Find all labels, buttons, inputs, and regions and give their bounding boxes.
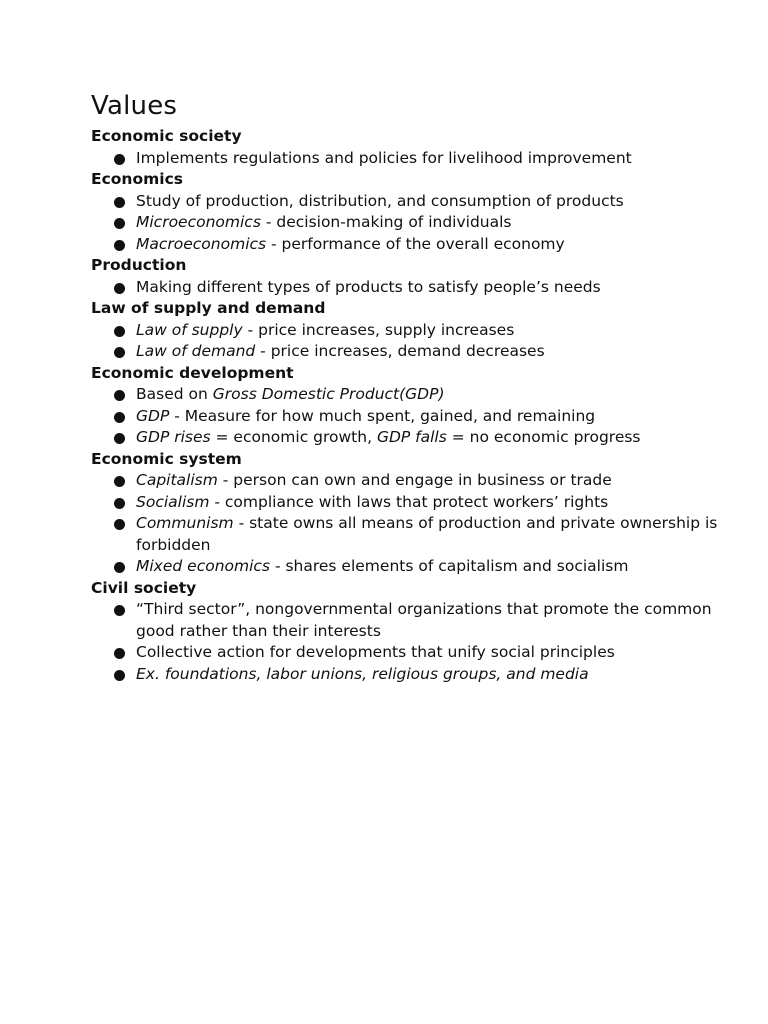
bullet-text: Based on	[136, 385, 213, 403]
bullet-icon	[114, 390, 125, 401]
bullet-text: - performance of the overall economy	[266, 234, 565, 253]
section-economic-society	[91, 126, 731, 169]
bullet-text: - state owns all means of production and private ownership is forbidden	[136, 514, 718, 554]
bullet-term: Mixed economics	[136, 557, 271, 575]
bullet-term: Macroeconomics	[136, 234, 267, 253]
bullet-icon	[114, 562, 125, 573]
section-heading: Economic society	[91, 127, 242, 145]
section-economic-development	[91, 363, 731, 449]
section-heading: Law of supply and demand	[91, 299, 326, 317]
bullet-icon	[114, 433, 125, 444]
bullet-icon	[114, 218, 125, 229]
section-heading: Economic system	[91, 449, 242, 468]
bullet-icon	[114, 326, 125, 337]
bullet-list	[91, 148, 731, 170]
bullet-term: Law of supply	[136, 320, 243, 339]
bullet-item	[91, 664, 731, 686]
bullet-text: Making different types of products to satisfy people’s needs	[136, 277, 601, 296]
bullet-icon	[114, 476, 125, 487]
section-production	[91, 255, 731, 298]
bullet-text: - Measure for how much spent, gained, and remaining	[169, 406, 596, 425]
bullet-icon	[114, 197, 125, 208]
section-economic-system	[91, 449, 731, 578]
bullet-text: - person can own and engage in business or trade	[217, 471, 612, 489]
bullet-text: Implements regulations and policies for livelihood improvement	[136, 148, 632, 167]
bullet-item	[91, 320, 731, 342]
section-supply-demand	[91, 298, 731, 363]
section-heading: Production	[91, 256, 187, 274]
bullet-text: Collective action for developments that unify social principles	[136, 643, 615, 661]
bullet-term: Communism	[136, 514, 234, 532]
bullet-item	[91, 406, 731, 428]
document-page	[91, 88, 731, 685]
bullet-list	[91, 470, 731, 578]
bullet-icon	[114, 283, 125, 294]
bullet-item	[91, 642, 731, 664]
section-economics	[91, 169, 731, 255]
bullet-text: Study of production, distribution, and consumption of products	[136, 191, 624, 210]
section-heading: Civil society	[91, 578, 197, 597]
bullet-icon	[114, 648, 125, 659]
bullet-term: GDP rises	[136, 428, 211, 446]
bullet-item	[91, 556, 731, 578]
section-heading: Economics	[91, 170, 183, 188]
bullet-text: - price increases, demand decreases	[255, 342, 545, 360]
bullet-icon	[114, 605, 125, 616]
bullet-list	[91, 277, 731, 299]
bullet-item	[91, 341, 731, 363]
bullet-term: Gross Domestic Product(GDP)	[212, 385, 445, 403]
bullet-icon	[114, 412, 125, 423]
bullet-text: - decision-making of individuals	[260, 213, 512, 231]
bullet-text: = no economic progress	[446, 428, 641, 446]
bullet-term: Socialism	[136, 492, 210, 511]
bullet-icon	[114, 347, 125, 358]
bullet-item	[91, 234, 731, 256]
bullet-icon	[114, 154, 125, 165]
bullet-item	[91, 513, 731, 556]
bullet-item	[91, 492, 731, 514]
bullet-icon	[114, 240, 125, 251]
bullet-term: Microeconomics	[136, 213, 261, 231]
bullet-term: GDP falls	[376, 428, 447, 446]
bullet-item	[91, 427, 731, 449]
bullet-item	[91, 191, 731, 213]
bullet-item	[91, 384, 731, 406]
bullet-item	[91, 212, 731, 234]
page-title: Values	[91, 91, 178, 121]
bullet-item	[91, 277, 731, 299]
bullet-term: GDP	[136, 406, 170, 425]
section-heading: Economic development	[91, 363, 294, 382]
section-civil-society	[91, 578, 731, 686]
bullet-icon	[114, 519, 125, 530]
bullet-text: - compliance with laws that protect workers’ rights	[209, 492, 609, 511]
bullet-text: - shares elements of capitalism and socialism	[270, 557, 629, 575]
bullet-term: Ex. foundations, labor unions, religious groups, and media	[136, 664, 589, 683]
bullet-list	[91, 599, 731, 685]
bullet-text: = economic growth,	[210, 428, 377, 446]
bullet-item	[91, 599, 731, 642]
bullet-icon	[114, 670, 125, 681]
bullet-term: Capitalism	[136, 471, 218, 489]
bullet-text: - price increases, supply increases	[242, 320, 515, 339]
bullet-list	[91, 384, 731, 449]
bullet-item	[91, 148, 731, 170]
bullet-term: Law of demand	[136, 342, 256, 360]
bullet-list	[91, 320, 731, 363]
bullet-icon	[114, 498, 125, 509]
bullet-list	[91, 191, 731, 256]
bullet-item	[91, 470, 731, 492]
bullet-text: “Third sector”, nongovernmental organizations that promote the common good rather than their interests	[136, 600, 712, 640]
